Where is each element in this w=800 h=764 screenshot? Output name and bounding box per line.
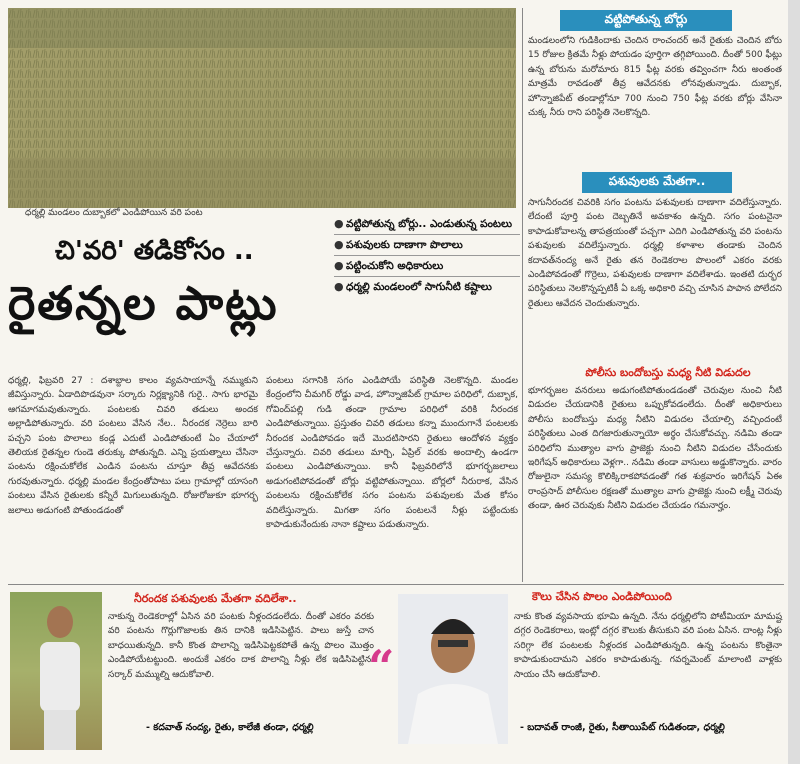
quote-title: నీరందక పశువులకు మేతగా వదిలేశా.. bbox=[134, 592, 297, 605]
headline-main: రైతన్నల పాట్లు bbox=[8, 276, 279, 330]
side-box-body: భూగర్భజల వనరులు అడుగంటిపోతుండడంతో చెరువుల నుంచి నీటి విడుదల చేయడానికి రైతులు ఒప్పుకోవడంలేదు. దీంతో అధికారులు పోలీసు బందోబస్తు మధ్య నీటిని విడుదల చేయాల్సి వచ్చిందంటే పరిస్థితులు ఎంత దిగజారుతున్నాయో అర్థం చేసుకోవచ్చు. నడిమి తండా పరిధిలోని ముత్యాల వాగు ప్రాజెక్టు నుంచి నీటిని విడుదల చేసేందుకు ఇరిగేషన్ అధికారులు వెళ్లగా.. నడిమి తండా వాసులు అడ్డుకొన్నారు. వారం రోజులైనా సమస్య కొలిక్కిరాకపోవడంతో గత శుక్రవారం ఇరిగేషన్ ఏఈ రాంప్రసాద్ పోలీసుల రక్షణతో ముత్యాల వాగు ప్రాజెక్టు నుంచి లక్ష్మీ చెరువు తండా, ఊర చెరువుకు నీటిని విడుదల చేయడం గమనార్హం. bbox=[528, 386, 782, 512]
side-box-body: సాగునీరందక చివరికి సగం పంటను పశువులకు దాణాగా వదిలేస్తున్నారు. లేదంటే పూర్తి పంట దెబ్బతినే అవకాశం ఉన్నది. సగం పంటనైనా కాపాడుకోవాలన్న తాపత్రయంతో పచ్చగా ఎదిగి ఎండిపోతున్న వరి పంటను పశువులకు వదిలేస్తున్నారు. ధర్మల్లి కళాశాల తండాకు చెందిన కదావత్‌నంద్య అనే రైతు తన రెండెకరాల పొలంలో ఎకరం వరకు ఎండిపోవడంతో గొర్రెలు, పశువులకు దాణాగా వదిలేశాడు. ఇంతటి దుర్భర పరిస్థితులు నెలకొన్నప్పటికీ ఏ ఒక్క అధికారి వచ్చి చూసిన పాపాన పోలేదని రైతులు ఆవేదన చెందుతున్నారు. bbox=[528, 198, 782, 309]
bullet-icon: ● bbox=[334, 259, 344, 272]
quote-body: నాకున్న రెండెకరాల్లో ఏసిన వరి పంటకు నీళ్లందడంలేదు. దీంతో ఎకరం వరకు వరి పంటను గొర్లుగొజాలకు తిన దానికి ఇడిసిపెట్టిన. పాలు జుస్తే చాన బాధయితున్నది. కానీ కొంత పొలాన్ని ఇడిసిపెట్టకపోతే ఉన్న పొలం మొత్తం ఎండిపోయేటట్టుంది. అందుకే ఎకరం దాక పొలాన్ని నీళ్లు లేక ఇడిసిపెట్టిన. సర్కార్ మమ్ముల్ని ఆదుకోవాలి. bbox=[108, 612, 374, 680]
photo-caption: ధర్మల్లి మండలం దుబ్బాకలో ఎండిపోయిన వరి పంట bbox=[25, 208, 203, 218]
quote-attribution: - బదావత్ రాంజీ, రైతు, సీతాయిపేట్ గుడితండా, ధర్మల్లి bbox=[520, 722, 725, 733]
highlight-item: ● వట్టిపోతున్న బోర్లు.. ఎండుతున్న పంటలు bbox=[334, 214, 520, 235]
quote-title: కౌలు చేసిన పొలం ఎండిపోయింది bbox=[532, 590, 672, 603]
bullet-icon: ● bbox=[334, 217, 344, 230]
quote-icon: “ bbox=[368, 640, 395, 694]
highlight-item: ● పశువులకు దాణాగా పొలాలు bbox=[334, 235, 520, 256]
article-column-2: పంటలు సగానికి సగం ఎండిపోయే పరిస్థితి నెలకొన్నది. మండల కేంద్రంలోని చీమగిర్ రోడ్డు వాడ, హొన్నాజిపేట్ గ్రామాల పరిధిలో, దుబ్బాక, గోవింద్‌పల్లి గుడి తండా గ్రామాల పరిధిలో వరికి నీరందక ఎండిపోతున్నాయి. ప్రస్తుతం చివరి తడులు కన్నా ముందుగానే పంటలకు నీరందక ఎండిపోవడం ఇదే మొదటిసారని రైతులు ఆందోళన వ్యక్తం చేస్తున్నారు. చివరి తడులు మార్చి, ఏప్రిల్ వరకు అందాల్సి ఉండగా పంటలు ఎండిపోతున్నాయి. కానీ ఫిబ్రవరిలోనే భూగర్భజలాలు అడుగంటిపోవడంతో బోర్లు వట్టిపోతున్నాయి. బోర్లలో నీరురాక, వేసిన పంటలను రక్షించుకోలేక సగం పంటను పశువులకు మేత కోసం వదిలేస్తున్నారు. మిగతా సగం పంటలనే నీళ్లు పట్టేందుకు కాపాడుకునేందుకు నానా కష్టాలు పడుతున్నారు. bbox=[266, 376, 518, 531]
side-box-title: వట్టిపోతున్న బోర్లు bbox=[560, 10, 732, 31]
quote-body: నాకు కొంత వ్యవసాయ భూమి ఉన్నది. నేను ధర్మల్లిలోని పోటీమియా మామష్ట దగ్గర రెండెకరాలు, ఇంట్లో దగ్గర కౌలుకు తీసుకుని వరి పంట ఏసిన. దాంట్ల నీళ్లు సరిగ్గా లేక పంటలకు నీళ్లందక ఎండిపోతున్నది. ఉన్న పంటను కొంతైనా కాపాడుకుందామని ఎకరం కాపాడుతున్న. గవర్నమెంట్ మాలాంటి వాళ్లకు సాయం చేసి ఆదుకోవాలి. bbox=[514, 612, 782, 680]
page-edge bbox=[788, 0, 800, 764]
highlight-item: ● పట్టించుకోని అధికారులు bbox=[334, 256, 520, 277]
dried-paddy-photo bbox=[8, 8, 516, 208]
highlights-list bbox=[334, 214, 520, 297]
highlight-item: ● ధర్మల్లి మండలంలో సాగునీటి కష్టాలు bbox=[334, 280, 492, 293]
farmer-portrait bbox=[10, 592, 102, 750]
bullet-icon: ● bbox=[334, 238, 344, 251]
headline-kicker: చి'వరి' తడికోసం .. bbox=[55, 236, 254, 266]
column-divider bbox=[522, 8, 523, 582]
bullet-icon: ● bbox=[334, 280, 344, 293]
side-box-title: పోలీసు బందోబస్తు మధ్య నీటి విడుదల bbox=[585, 366, 751, 379]
section-divider bbox=[8, 584, 784, 585]
article-column-1: ధర్మల్లి, ఫిబ్రవరి 27 : దశాబ్దాల కాలం వ్యవసాయాన్నే నమ్ముకుని జీవిస్తున్నారు. ఏడాదిపొడవునా సర్కారు నిర్లక్ష్యానికి గురై.. సాగు భారమై ఆగమాగమవుతున్నారు. పంటలకు చివరి తడులు అందక అల్లాడిపోతున్నారు. వరి పంటలు వేసిన నేల.. నీరందక నెర్రెలు బారి పచ్చని పంట పొలాలు కండ్ల ఎదుటే ఎండిపోతుంటే ఏం చేయాలో తెలియక రైతన్నల గుండె తరుక్కు పోతున్నది. ఎన్ని ప్రయత్నాలు చేసినా పంటను రక్షించుకోలేక ఎండిన పంటను చూస్తూ తీవ్ర ఆవేదనకు గురవుతున్నారు. ధర్మల్లి మండల కేంద్రంతోపాటు పలు గ్రామాల్లో యాసంగి పంటలు వేసిన రైతులకు కన్నీరే మిగులుతున్నది. రోజురోజుకూ భూగర్భ జలాలు అడుగంటి పోతుండడంతో bbox=[8, 376, 258, 516]
quote-attribution: - కదవాత్ నంద్య, రైతు, కాలేజీ తండా, ధర్మల్లి bbox=[146, 722, 314, 733]
side-box-body: మండలంలోని గుడికిందాకు చెందిన రాంచందర్ అనే రైతుకు చెందిన బోరు 15 రోజుల క్రితమే నీళ్లు పోయడం పూర్తిగా తగ్గిపోయింది. దీంతో 500 ఫీట్లు ఉన్న బోరును మరోమారు 815 ఫీట్ల వరకు తవ్వించగా నీరు అంతంత మాత్రమే రావడంతో తీవ్ర ఆవేదనకు లోనవుతున్నాడు. దుబ్బాక, హొన్నాజిపేట్ తండాల్లోనూ 700 నుంచి 750 ఫీట్ల వరకు బోర్లు వేసినా చుక్క నీరు రాని పరిస్థితి నెలకొన్నది. bbox=[528, 36, 782, 119]
side-box-title: పశువులకు మేతగా.. bbox=[582, 172, 732, 193]
farmer-portrait bbox=[398, 594, 508, 744]
